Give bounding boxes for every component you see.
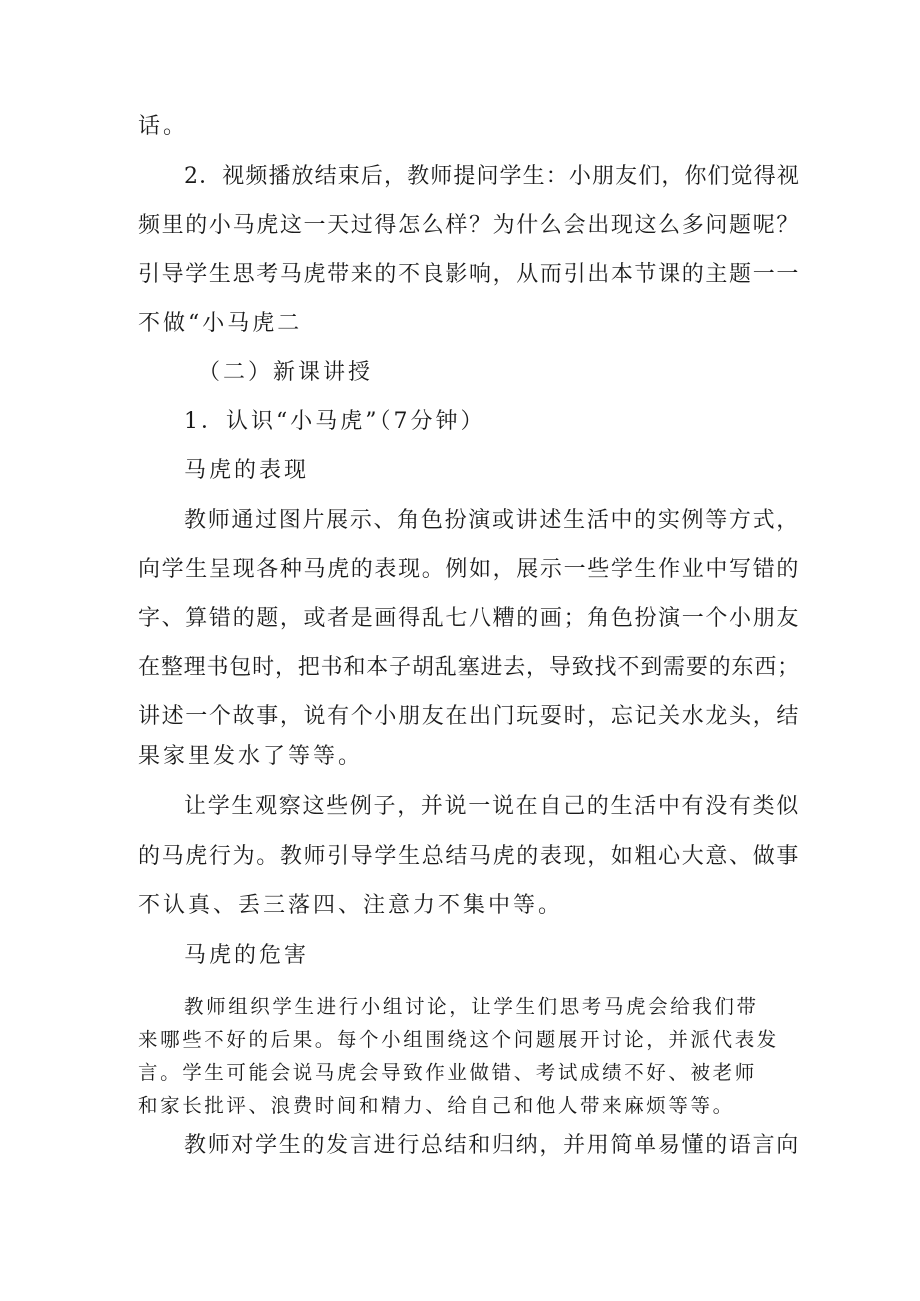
paragraph-line: 不认真、丢三落四、注意力不集中等。 — [138, 893, 564, 918]
paragraph-line: 和家长批评、浪费时间和精力、给自己和他人带来麻烦等等。 — [138, 1094, 735, 1117]
paragraph-line: 在整理书包时，把书和本子胡乱塞进去，导致找不到需要的东西； — [138, 655, 800, 680]
topic-heading: 马虎的表现 — [184, 458, 310, 483]
paragraph-line: 字、算错的题，或者是画得乱七八糟的画；角色扮演一个小朋友 — [138, 606, 800, 631]
paragraph-line: 让学生观察这些例子，并说一说在自己的生活中有没有类似 — [184, 794, 800, 819]
paragraph-line: 引导学生思考马虎带来的不良影响，从而引出本节课的主题一一 — [138, 262, 800, 287]
paragraph-line: 来哪些不好的后果。每个小组围绕这个问题展开讨论，并派代表发 — [138, 1028, 779, 1051]
section-heading: （二）新课讲授 — [198, 360, 374, 385]
paragraph-line: 教师对学生的发言进行总结和归纳，并用简单易懂的语言向 — [184, 1133, 800, 1158]
subsection-heading: 1．认识“小马虎”（7分钟） — [184, 409, 486, 434]
paragraph-line: 2．视频播放结束后，教师提问学生：小朋友们，你们觉得视 — [184, 164, 800, 189]
paragraph-line: 频里的小马虎这一天过得怎么样？为什么会出现这么多问题呢？ — [138, 213, 800, 238]
paragraph-line: 教师组织学生进行小组讨论，让学生们思考马虎会给我们带 — [184, 995, 759, 1018]
topic-heading: 马虎的危害 — [184, 943, 310, 968]
paragraph-line: 向学生呈现各种马虎的表现。例如，展示一些学生作业中写错的 — [138, 557, 800, 582]
paragraph-line: 的马虎行为。教师引导学生总结马虎的表现，如粗心大意、做事 — [138, 844, 800, 869]
paragraph-line: 讲述一个故事，说有个小朋友在出门玩耍时，忘记关水龙头，结 — [138, 704, 800, 729]
paragraph-line: 不做“小马虎二 — [138, 311, 303, 336]
paragraph-line: 言。学生可能会说马虎会导致作业做错、考试成绩不好、被老师 — [138, 1061, 757, 1084]
paragraph-line: 话。 — [138, 114, 189, 139]
paragraph-line: 果家里发水了等等。 — [138, 744, 364, 769]
paragraph-line: 教师通过图片展示、角色扮演或讲述生活中的实例等方式， — [184, 508, 800, 533]
